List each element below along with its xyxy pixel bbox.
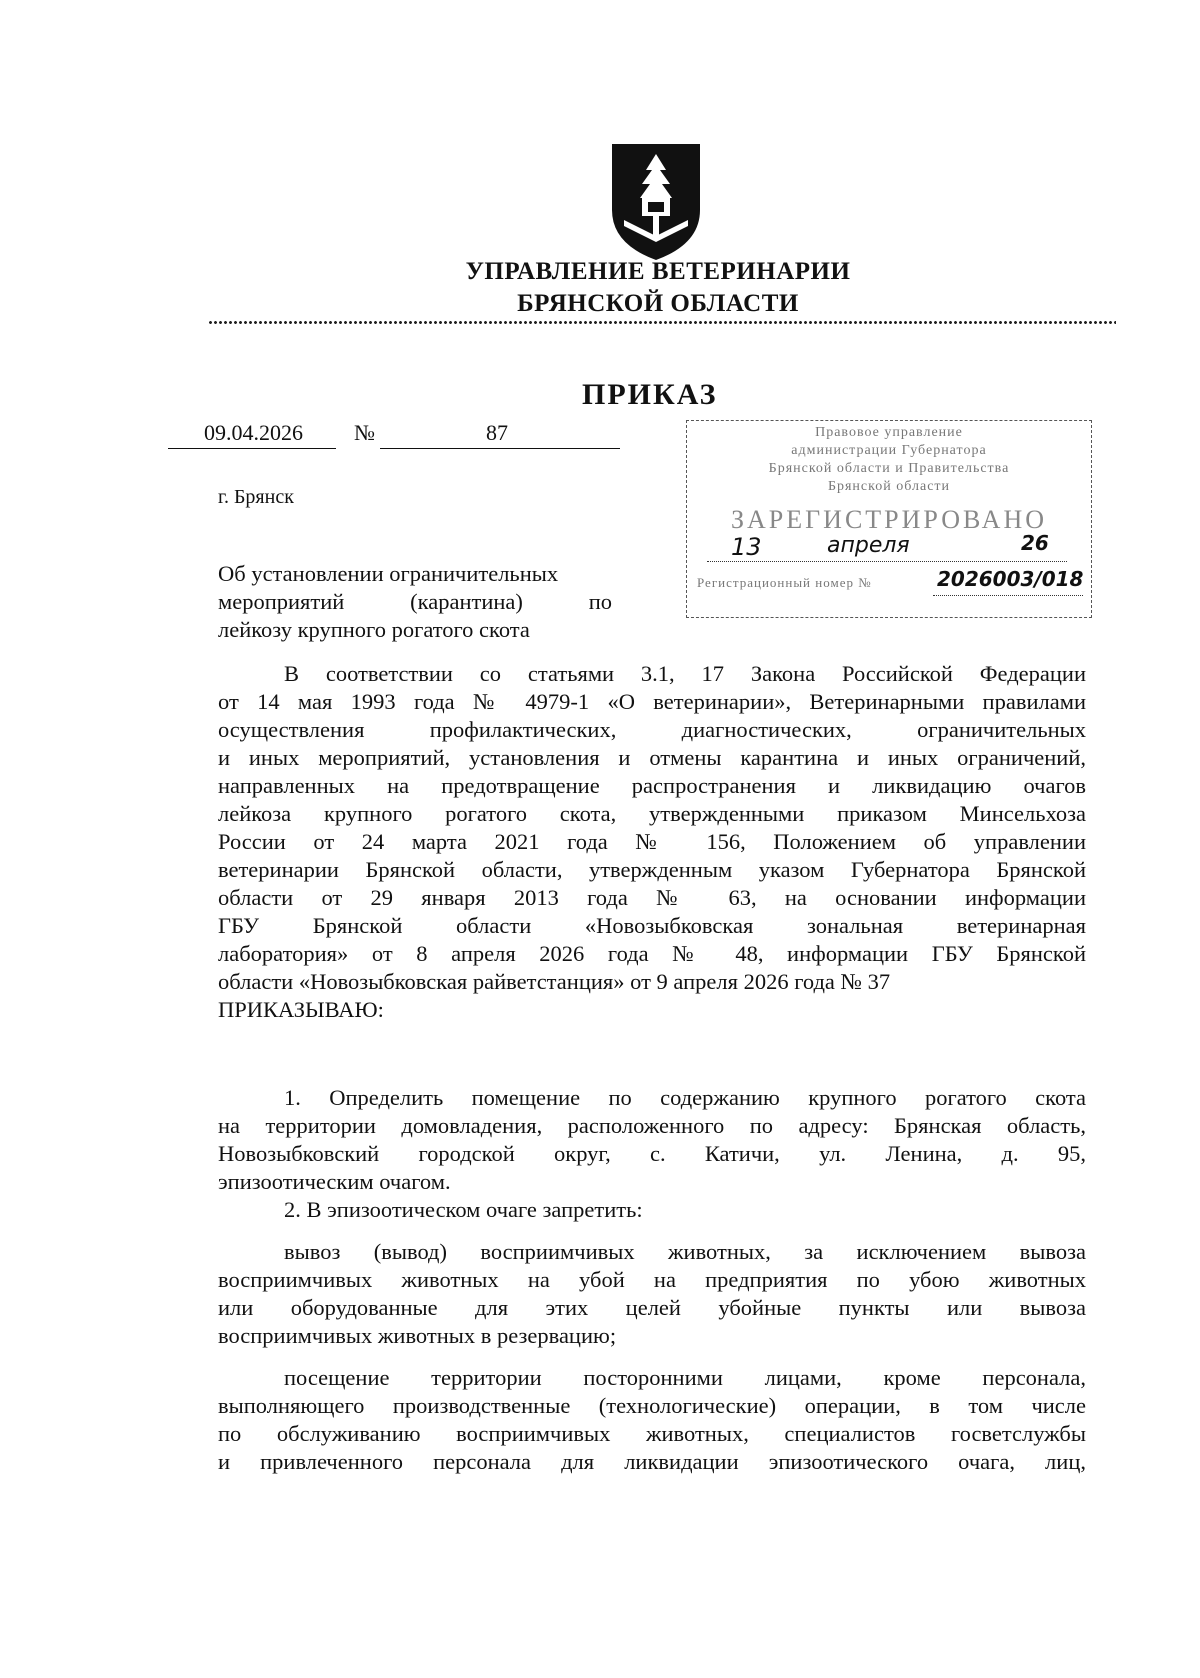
body-line: на территории домовладения, расположенного по адресу: Брянская область, xyxy=(218,1113,1086,1138)
body-line: 1. Определить помещение по содержанию крупного рогатого скота xyxy=(284,1085,1086,1110)
subject-line: Об установлении ограничительных xyxy=(218,561,559,586)
stamp-reg-number: 2026003/018 xyxy=(937,567,1084,591)
stamp-day: 13 xyxy=(731,533,762,561)
body-line: В соответствии со статьями 3.1, 17 Закона Российской Федерации xyxy=(284,661,1086,686)
order-number: 87 xyxy=(486,420,508,445)
date-number-line xyxy=(168,420,620,454)
order-date: 09.04.2026 xyxy=(204,420,303,445)
order-word: ПРИКАЗЫВАЮ: xyxy=(218,997,384,1022)
body-line: направленных на предотвращение распространения и ликвидацию очагов xyxy=(218,773,1086,798)
city: г. Брянск xyxy=(218,486,294,508)
preamble xyxy=(218,660,1086,1024)
body-line: выполняющего производственные (технологические) операции, в том числе xyxy=(218,1393,1086,1418)
item-2-heading: 2. В эпизоотическом очаге запретить: xyxy=(284,1197,643,1222)
stamp-month: апреля xyxy=(827,533,910,558)
body-line: области от 29 января 2013 года № 63, на основании информации xyxy=(218,885,1086,910)
stamp-year: 26 xyxy=(1021,531,1049,555)
coat-of-arms-icon xyxy=(606,140,706,264)
body-line: Новозыбковский городской округ, с. Катичи, ул. Ленина, д. 95, xyxy=(218,1141,1086,1166)
org-name-line1: УПРАВЛЕНИЕ ВЕТЕРИНАРИИ xyxy=(465,258,851,285)
body-line: России от 24 марта 2021 года № 156, Положением об управлении xyxy=(218,829,1086,854)
stamp-registered: ЗАРЕГИСТРИРОВАНО xyxy=(731,505,1047,534)
body-line: лаборатория» от 8 апреля 2026 года № 48, информации ГБУ Брянской xyxy=(218,941,1086,966)
stamp-line: Брянской области xyxy=(827,479,951,494)
body-line: лейкоза крупного рогатого скота, утвержденными приказом Минсельхоза xyxy=(218,801,1086,826)
body-line: и привлеченного персонала для ликвидации эпизоотического очага, лиц, xyxy=(218,1449,1086,1474)
body-line: и иных мероприятий, установления и отмены карантина и иных ограничений, xyxy=(218,745,1086,770)
body-line: эпизоотическим очагом. xyxy=(218,1169,451,1194)
item-2a xyxy=(218,1238,1086,1350)
body-line: восприимчивых животных на убой на предприятия по убою животных xyxy=(218,1267,1086,1292)
item-2b xyxy=(218,1364,1086,1476)
org-name-line2: БРЯНСКОЙ ОБЛАСТИ xyxy=(517,290,799,317)
body-line: вывоз (вывод) восприимчивых животных, за исключением вывоза xyxy=(284,1239,1086,1264)
subject-line: мероприятий (карантина) по xyxy=(218,589,612,614)
body-line: посещение территории посторонними лицами, кроме персонала, xyxy=(284,1365,1086,1390)
body-line: области «Новозыбковская райветстанция» от 9 апреля 2026 года № 37 xyxy=(218,969,891,994)
body-line: ветеринарии Брянской области, утвержденным указом Губернатора Брянской xyxy=(218,857,1086,882)
stamp-line: администрации Губернатора xyxy=(791,443,987,458)
body-line: по обслуживанию восприимчивых животных, специалистов госветслужбы xyxy=(218,1421,1086,1446)
stamp-line: Брянской области и Правительства xyxy=(768,461,1010,476)
body-line: осуществления профилактических, диагностических, ограничительных xyxy=(218,717,1086,742)
order-subject xyxy=(218,560,612,644)
stamp-reg-label: Регистрационный номер № xyxy=(697,575,872,590)
body-line: ГБУ Брянской области «Новозыбковская зональная ветеринарная xyxy=(218,913,1086,938)
document-title: ПРИКАЗ xyxy=(582,378,718,411)
body-line: или оборудованные для этих целей убойные пункты или вывоза xyxy=(218,1295,1086,1320)
body-line: от 14 мая 1993 года № 4979-1 «О ветеринарии», Ветеринарными правилами xyxy=(218,689,1086,714)
header-dotted-divider xyxy=(208,320,1116,330)
body-line: восприимчивых животных в резервацию; xyxy=(218,1323,617,1348)
number-sign: № xyxy=(354,420,375,445)
registration-stamp xyxy=(686,420,1092,618)
item-1 xyxy=(218,1084,1086,1224)
subject-line: лейкозу крупного рогатого скота xyxy=(218,617,530,642)
stamp-line: Правовое управление xyxy=(815,425,963,440)
